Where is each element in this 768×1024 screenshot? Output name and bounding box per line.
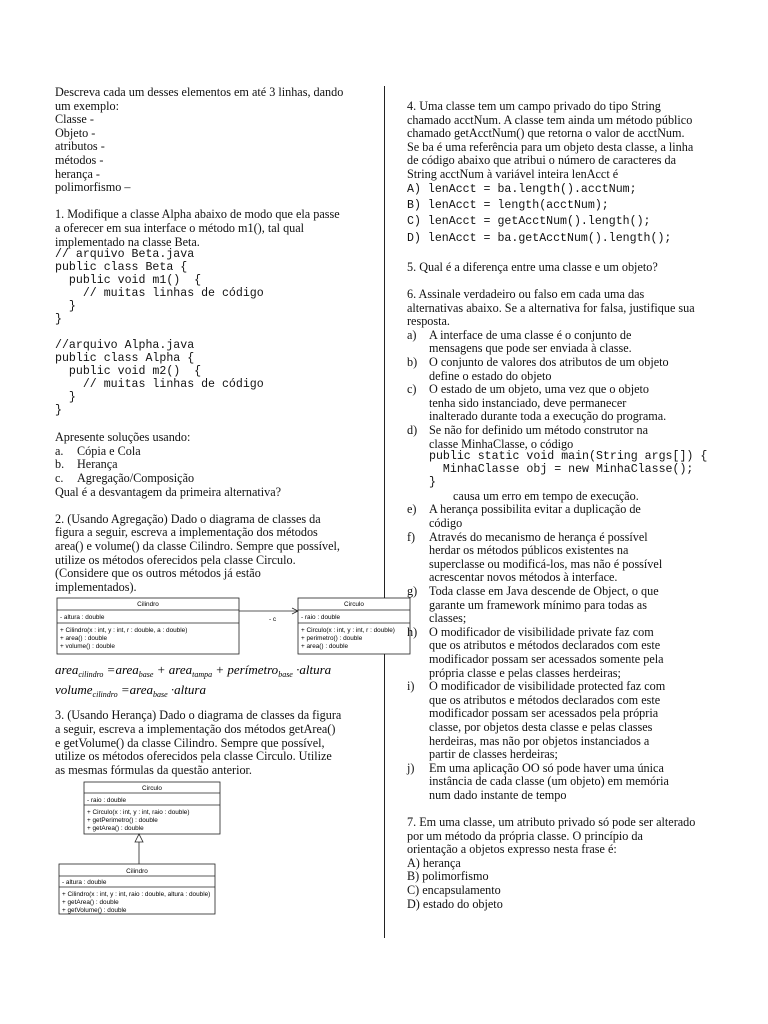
q4-option: B) lenAcct = length(acctNum); [407, 198, 609, 212]
item-line: garante um framework mínimo para todas as [429, 597, 647, 612]
item-label: g) [407, 583, 418, 598]
item-label: c) [407, 382, 417, 397]
list-item [407, 356, 717, 383]
item-label: d) [407, 422, 418, 437]
cilindro-method: + volume() : double [60, 643, 115, 651]
q6-code: public static void main(String args[]) { MinhaClasse obj = new MinhaClasse(); } [429, 450, 708, 489]
child-method: + getArea() : double [62, 899, 119, 907]
q4-line: chamado acctNum. A classe tem ainda um método público [407, 112, 693, 127]
item-line: que os atributos e métodos declarados com este [429, 638, 661, 653]
item-line: Se não for definido um método construtor na [429, 422, 648, 437]
circulo-method: + area() : double [301, 643, 349, 651]
item-label: a. [55, 443, 64, 458]
item-line: O modificador de visibilidade private faz com [429, 624, 654, 639]
q1-line: a oferecer em sua interface o método m1(), tal qual [55, 220, 305, 235]
solutions-intro: Apresente soluções usando: [55, 430, 191, 445]
q4-line: 4. Uma classe tem um campo privado do tipo String [407, 99, 661, 113]
item-line: que os atributos e métodos declarados com este [429, 692, 661, 707]
solutions-question: Qual é a desvantagem da primeira alternativa? [55, 484, 282, 499]
question-4 [407, 100, 717, 247]
q2-line: (Considere que os outros métodos já estão [55, 566, 261, 581]
list-item [407, 680, 717, 762]
item-line: mensagens que pode ser enviada à classe. [429, 341, 632, 356]
cilindro-attr: - altura : double [60, 614, 105, 622]
item-label: i) [407, 679, 415, 694]
parent-method: + getPerimetro() : double [87, 817, 158, 825]
q6-line: resposta. [407, 314, 450, 329]
item-line: A herança possibilita evitar a duplicação de [429, 502, 641, 517]
item-line: classes; [429, 611, 467, 626]
q3-line: 3. (Usando Herança) Dado o diagrama de classes da figura [55, 708, 342, 723]
item-label: b) [407, 354, 418, 369]
q6-items [407, 329, 717, 451]
intro-line: Classe - [55, 112, 94, 127]
circulo-class-name: Circulo [344, 601, 364, 609]
list-item [407, 585, 717, 626]
child-class-name: Cilindro [126, 868, 148, 876]
list-item [55, 445, 375, 459]
circulo-attr: - raio : double [301, 614, 341, 622]
q7-line: por um método da própria classe. O princípio da [407, 828, 643, 843]
item-line: herdar os métodos públicos existentes na [429, 543, 629, 558]
left-column [55, 85, 395, 916]
item-line: própria classe e pelas classes herdeiras; [429, 665, 621, 680]
formula-block [55, 659, 379, 701]
q3-line: a seguir, escreva a implementação dos métodos getArea() [55, 721, 336, 736]
question-6 [407, 288, 717, 803]
list-item [407, 383, 717, 424]
item-line: num dado instante de tempo [429, 787, 567, 802]
item-line: Toda classe em Java descende de Object, o que [429, 583, 659, 598]
cilindro-method: + area() : double [60, 635, 108, 643]
q4-option: A) lenAcct = ba.length().acctNum; [407, 182, 637, 196]
question-7 [407, 816, 717, 911]
list-item [55, 472, 375, 486]
item-line: instância de cada classe (um objeto) em memória [429, 774, 669, 789]
q2-line: 2. (Usando Agregação) Dado o diagrama de classes da [55, 511, 321, 526]
q4-option: D) lenAcct = ba.getAcctNum().length(); [407, 231, 672, 245]
q2-line: figura a seguir, escreva a implementação dos métodos [55, 525, 318, 540]
intro-line: herança - [55, 166, 100, 181]
item-line: classe MinhaClasse, o código [429, 436, 574, 451]
q1-line: 1. Modifique a classe Alpha abaixo de modo que ela passe [55, 207, 340, 222]
item-line: inalterado durante toda a execução do programa. [429, 409, 667, 424]
list-item [407, 424, 717, 451]
q7-option: B) polimorfismo [407, 869, 489, 884]
item-line: O estado de um objeto, uma vez que o objeto [429, 382, 649, 397]
list-item [407, 626, 717, 680]
q6-line: alternativas abaixo. Se a alternativa for falsa, justifique sua [407, 300, 695, 315]
item-line: superclasse ou modificá-los, mas não é possível [429, 556, 663, 571]
parent-method: + getArea() : double [87, 825, 144, 833]
q3-line: as mesmas fórmulas da questão anterior. [55, 762, 252, 777]
item-line: classe, por objetos desta classe e pelas classes [429, 719, 653, 734]
list-item [407, 503, 717, 530]
area-formula: area$_{cilindro}$ =area$_{base}$ + area$_{tampa}$ + perímetro$_{base}$ ·altura [55, 662, 332, 680]
item-line: Em uma aplicação OO só pode haver uma única [429, 760, 664, 775]
item-text: Herança [77, 457, 118, 472]
item-line: O conjunto de valores dos atributos de um objeto [429, 354, 669, 369]
item-label: b. [55, 457, 65, 472]
column-divider [384, 86, 385, 938]
inheritance-diagram [55, 780, 379, 916]
q4-line: chamado getAcctNum() que retorna o valor de acctNum. [407, 126, 685, 141]
q7-line: 7. Em uma classe, um atributo privado só pode ser alterado [407, 815, 696, 830]
item-text: Agregação/Composição [77, 470, 195, 485]
cilindro-method: + Cilindro(x : int, y : int, r : double, a : double) [60, 627, 188, 635]
right-column [407, 100, 717, 911]
q4-line: Se ba é uma referência para um objeto desta classe, a linha [407, 139, 694, 154]
circulo-method: + Circulo(x : int, y : int, r : double) [301, 627, 395, 635]
item-line: herdeiras, mas não por objetos instanciados a [429, 733, 650, 748]
code-beta: // arquivo Beta.java public class Beta { public void m1() { // muitas linhas de código } } [55, 248, 264, 326]
intro-line: métodos - [55, 152, 104, 167]
parent-method: + Circulo(x : int, y : int, raio : double) [87, 809, 190, 817]
item-line: A interface de uma classe é o conjunto de [429, 327, 632, 342]
q3-line: e getVolume() da classe Cilindro. Sempre que possível, [55, 735, 325, 750]
item-label: h) [407, 624, 418, 639]
q6-items-2 [407, 503, 717, 802]
intro-line: Descreva cada um desses elementos em até 3 linhas, dando [55, 85, 344, 99]
aggregation-diagram [55, 597, 395, 657]
q3-line: utilize os métodos oferecidos pela classe Circulo. Utilize [55, 749, 332, 764]
item-line: define o estado do objeto [429, 368, 552, 383]
solutions-list [55, 445, 375, 486]
q6-line: 6. Assinale verdadeiro ou falso em cada uma das [407, 286, 645, 301]
q2-line: implementados). [55, 579, 137, 594]
intro-line: polimorfismo – [55, 180, 131, 195]
q1-line: implementado na classe Beta. [55, 234, 200, 249]
parent-class-name: Circulo [142, 785, 162, 793]
item-line: Através do mecanismo de herança é possível [429, 529, 648, 544]
q7-option: C) encapsulamento [407, 883, 501, 898]
intro-line: um exemplo: [55, 98, 119, 113]
list-item [407, 531, 717, 585]
circulo-method: + perimetro() : double [301, 635, 363, 643]
q4-line: String acctNum à variável inteira lenAcct é [407, 166, 619, 181]
parent-attr: - raio : double [87, 797, 127, 805]
q2-line: utilize os métodos oferecidos pela classe Circulo. [55, 552, 296, 567]
intro-line: atributos - [55, 139, 105, 154]
child-method: + getVolume() : double [62, 907, 127, 915]
item-line: partir de classes herdeiras; [429, 747, 558, 762]
item-label: f) [407, 529, 416, 544]
item-label: j) [407, 760, 415, 775]
item-line: modificador possam ser acessados pela própria [429, 706, 659, 721]
list-item [407, 329, 717, 356]
child-method: + Cilindro(x : int, y : int, raio : double, altura : double) [62, 891, 211, 899]
item-label: e) [407, 502, 417, 517]
item-line: tenha sido instanciado, deve permanecer [429, 395, 627, 410]
item-line: O modificador de visibilidade protected faz com [429, 679, 666, 694]
list-item [55, 458, 375, 472]
question-3 [55, 709, 375, 777]
cilindro-class-name: Cilindro [137, 601, 159, 609]
q6-d-continuation: causa um erro em tempo de execução. [453, 488, 639, 503]
item-line: código [429, 516, 463, 530]
q7-option: D) estado do objeto [407, 896, 503, 911]
q7-option: A) herança [407, 855, 461, 870]
q4-option: C) lenAcct = getAcctNum().length(); [407, 215, 651, 229]
q7-line: orientação a objetos expresso nesta frase é: [407, 842, 617, 857]
code-alpha: //arquivo Alpha.java public class Alpha { public void m2() { // muitas linhas de código } } [55, 339, 264, 417]
intro-line: Objeto - [55, 125, 96, 140]
volume-formula: volume$_{cilindro}$ =area$_{base}$ ·altura [55, 682, 206, 700]
inheritance-arrow-icon [135, 834, 143, 842]
child-attr: - altura : double [62, 879, 107, 887]
q2-line: area() e volume() da classe Cilindro. Sempre que possível, [55, 538, 340, 553]
item-label: a) [407, 327, 417, 342]
list-item [407, 762, 717, 803]
question-1 [55, 208, 375, 499]
q4-line: de código abaixo que atribui o número de caracteres da [407, 153, 677, 168]
item-line: acrescentar novos métodos à interface. [429, 570, 618, 585]
question-2 [55, 513, 375, 595]
item-line: modificador possam ser acessados somente pela [429, 651, 664, 666]
item-label: c. [55, 470, 64, 485]
intro-block [55, 86, 375, 195]
question-5: 5. Qual é a diferença entre uma classe e um objeto? [407, 259, 658, 274]
association-label: - c [269, 616, 277, 624]
item-text: Cópia e Cola [77, 443, 141, 458]
